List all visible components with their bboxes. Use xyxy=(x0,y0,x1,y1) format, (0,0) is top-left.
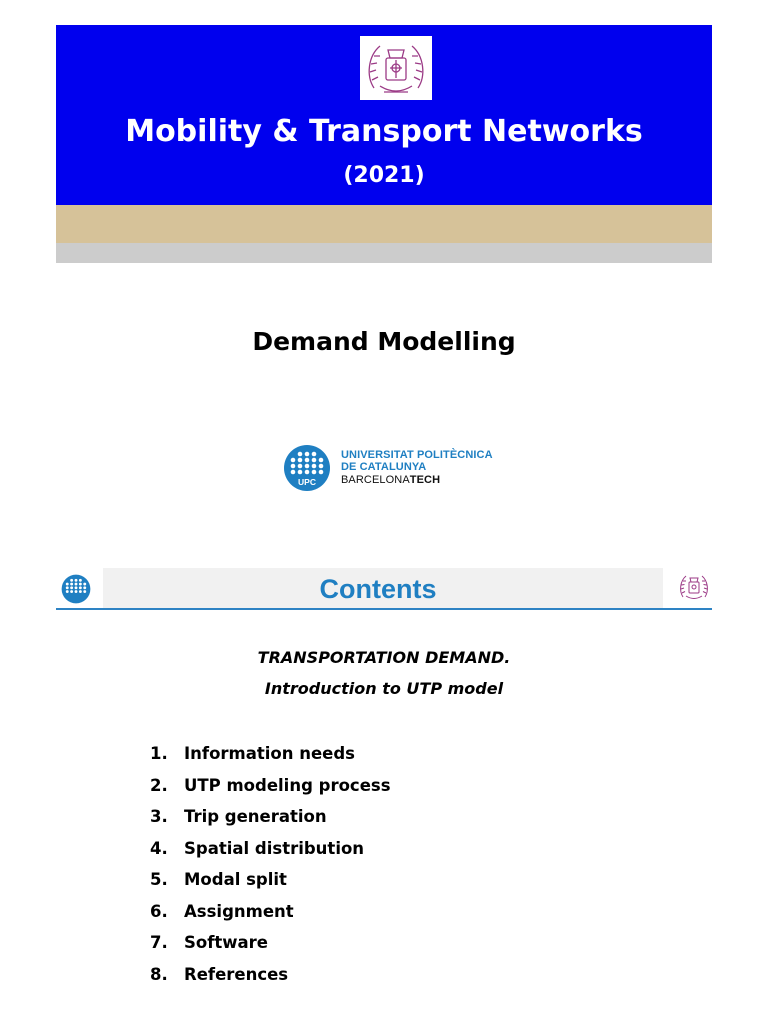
list-item-label: Assignment xyxy=(184,901,294,921)
list-item xyxy=(150,927,391,959)
decorative-band-tan xyxy=(56,205,712,243)
campus-suffix: TECH xyxy=(409,474,441,486)
decorative-band-grey xyxy=(56,243,712,263)
list-item-label: References xyxy=(184,964,289,984)
intro-line-1: TRANSPORTATION DEMAND. xyxy=(257,648,511,667)
list-item-label: Software xyxy=(184,933,268,953)
list-item-number: 3. xyxy=(150,807,168,827)
list-item-label: Modal split xyxy=(184,870,287,890)
university-name-line3 xyxy=(341,474,440,487)
school-crest-small-icon xyxy=(676,570,712,604)
list-item-label: Spatial distribution xyxy=(184,838,365,858)
campus-name: BARCELONA xyxy=(341,474,410,486)
list-item xyxy=(150,738,391,770)
presentation-title: Mobility & Transport Networks xyxy=(125,114,643,149)
list-item-number: 6. xyxy=(150,901,168,921)
list-item-number: 7. xyxy=(150,933,168,953)
presentation-year: (2021) xyxy=(343,163,425,188)
list-item-number: 1. xyxy=(150,744,168,764)
upc-badge-icon xyxy=(61,574,91,604)
list-item-number: 5. xyxy=(150,870,168,890)
contents-heading: Contents xyxy=(319,574,437,604)
list-item xyxy=(150,770,391,802)
list-item xyxy=(150,896,391,928)
list-item-number: 2. xyxy=(150,775,168,795)
contents-divider xyxy=(56,608,712,610)
upc-logo-icon xyxy=(283,444,331,492)
list-item-number: 8. xyxy=(150,964,168,984)
university-logo xyxy=(283,444,493,494)
list-item-label: Information needs xyxy=(184,744,355,764)
contents-list xyxy=(150,738,391,990)
university-name-line2: DE CATALUNYA xyxy=(341,461,427,473)
presentation-subtitle: Demand Modelling xyxy=(252,327,516,356)
list-item xyxy=(150,801,391,833)
intro-line-2: Introduction to UTP model xyxy=(264,679,504,698)
list-item xyxy=(150,864,391,896)
list-item xyxy=(150,833,391,865)
list-item-label: UTP modeling process xyxy=(184,775,391,795)
list-item-number: 4. xyxy=(150,838,168,858)
list-item-label: Trip generation xyxy=(184,807,327,827)
list-item xyxy=(150,959,391,991)
university-name-line1: UNIVERSITAT POLITÈCNICA xyxy=(341,449,493,461)
upc-mark-text: UPC xyxy=(298,477,316,487)
school-crest-icon xyxy=(360,36,432,100)
